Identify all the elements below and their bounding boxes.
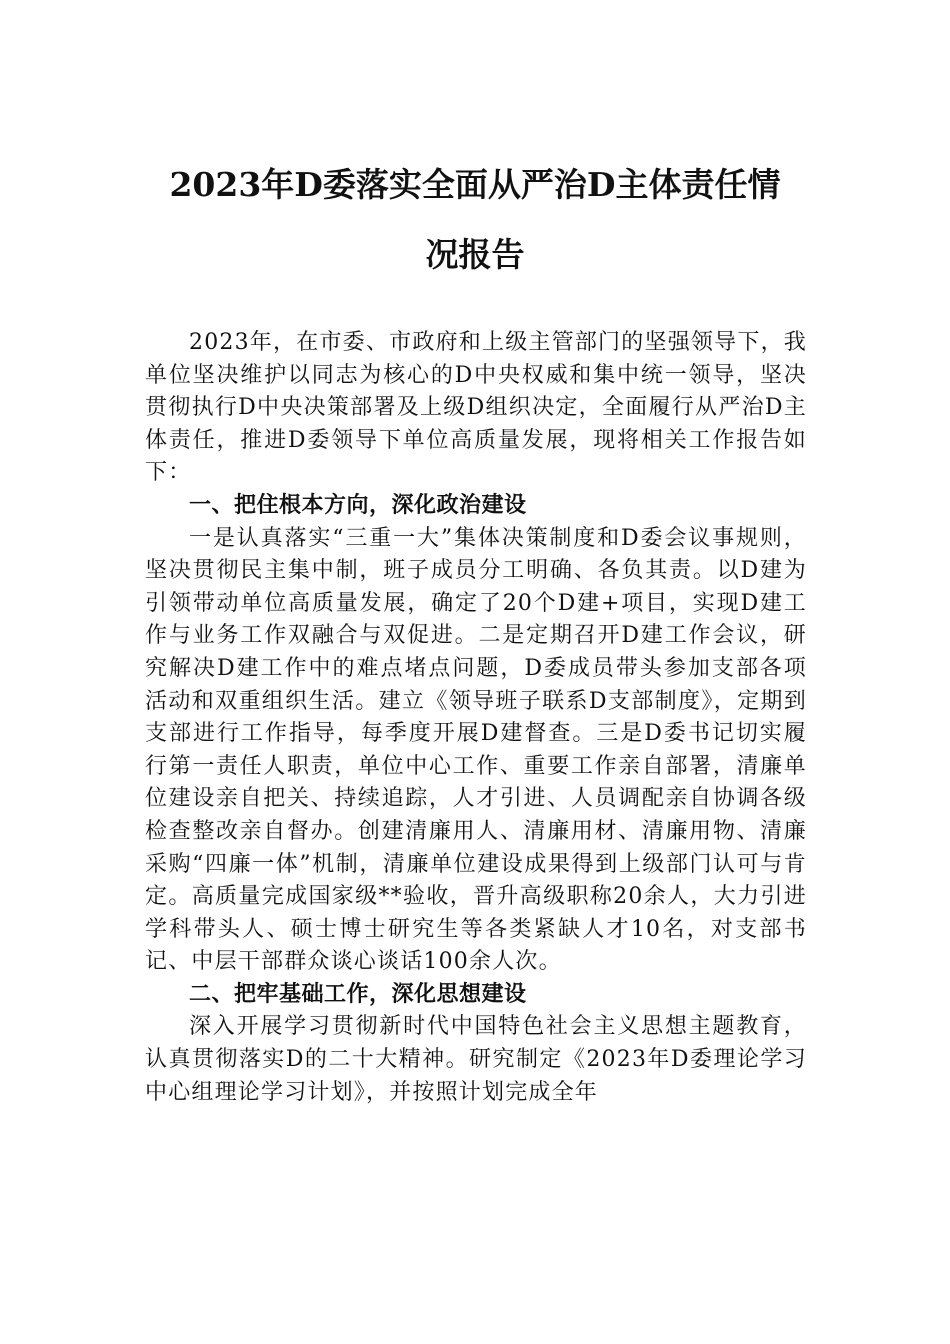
- title-line-1: 2023年D委落实全面从严治D主体责任情: [169, 165, 781, 204]
- document-title: [140, 150, 810, 290]
- section-1-paragraph: 一是认真落实“三重一大”集体决策制度和D委会议事规则，坚决贯彻民主集中制，班子成员分工明确、各负其责。以D建为引领带动单位高质量发展，确定了20个D建+项目，实现D建工作与业务工作双融合与双促进。二是定期召开D建工作会议，研究解决D建工作中的难点堵点问题，D委成员带头参加支部各项活动和双重组织生活。建立《领导班子联系D支部制度》，定期到支部进行工作指导，每季度开展D建督查。三是D委书记切实履行第一责任人职责，单位中心工作、重要工作亲自部署，清廉单位建设亲自把关、持续追踪，人才引进、人员调配亲自协调各级检查整改亲自督办。创建清廉用人、清廉用材、清廉用物、清廉采购“四廉一体”机制，清廉单位建设成果得到上级部门认可与肯定。高质量完成国家级**验收，晋升高级职称20余人，大力引进学科带头人、硕士博士研究生等各类紧缺人才10名，对支部书记、中层干部群众谈心谈话100余人次。: [145, 525, 807, 975]
- title-line-2: 况报告: [425, 235, 525, 274]
- section-heading-2: 二、把牢基础工作，深化思想建设: [189, 981, 527, 1007]
- intro-paragraph: 2023年，在市委、市政府和上级主管部门的坚强领导下，我单位坚决维护以同志为核心的D中央权威和集中统一领导，坚决贯彻执行D中央决策部署及上级D组织决定，全面履行从严治D主体责任，推进D委领导下单位高质量发展，现将相关工作报告如下：: [145, 330, 807, 486]
- section-heading-1: 一、把住根本方向，深化政治建设: [189, 492, 527, 518]
- document-body: [145, 327, 807, 1109]
- section-2-paragraph: 深入开展学习贯彻新时代中国特色社会主义思想主题教育，认真贯彻落实D的二十大精神。研究制定《2023年D委理论学习中心组理论学习计划》，并按照计划完成全年: [145, 1014, 807, 1105]
